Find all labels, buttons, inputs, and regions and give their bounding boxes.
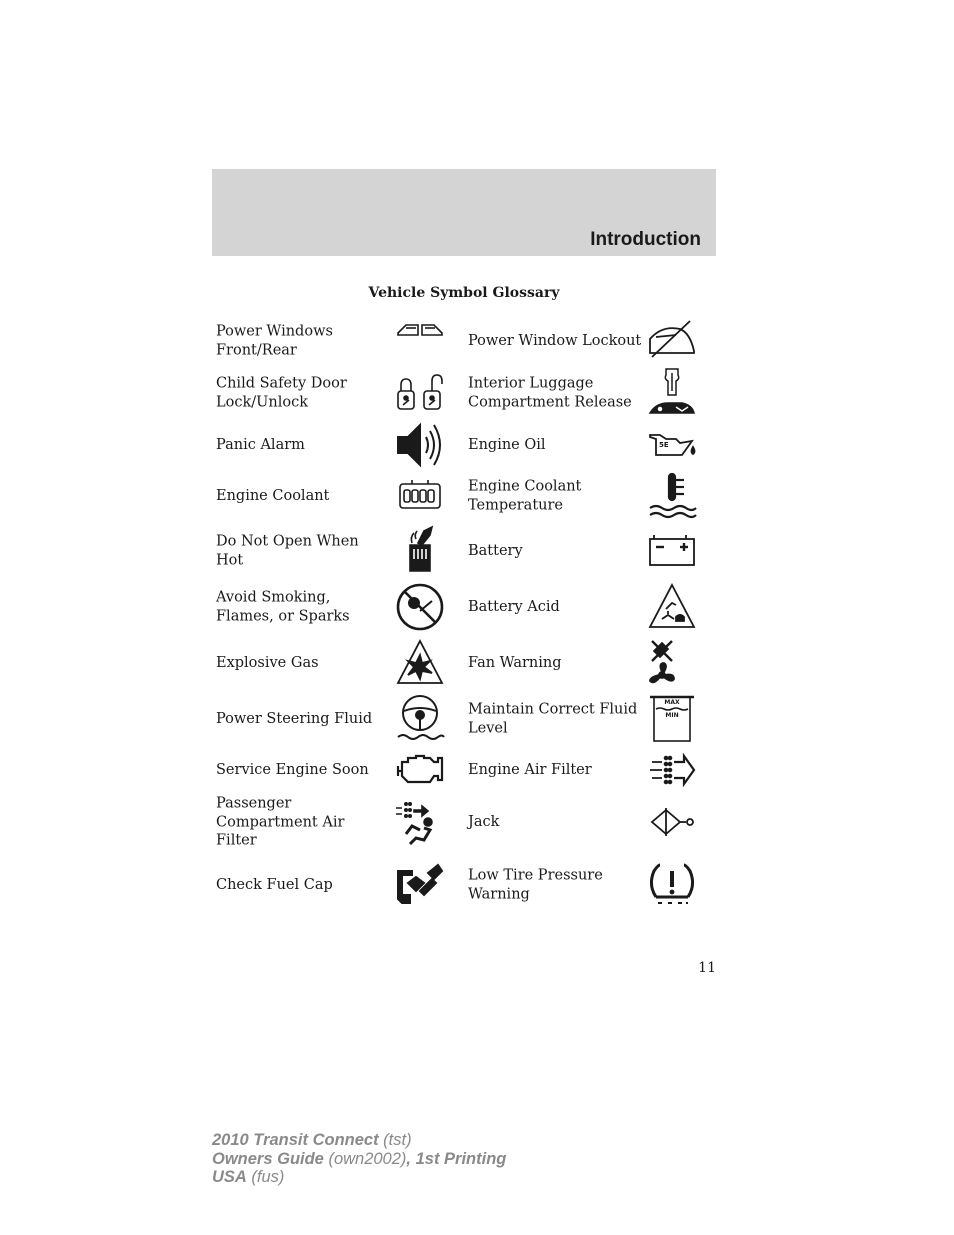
battery-icon <box>646 525 698 577</box>
glossary-title: Vehicle Symbol Glossary <box>368 285 560 301</box>
symbol-label: Do Not Open When Hot <box>216 533 359 568</box>
engine-icon <box>394 744 446 796</box>
speaker-icon <box>394 419 446 471</box>
fuel-cap-icon <box>394 859 446 911</box>
child-safety-lock-icon <box>394 367 446 419</box>
symbol-label: Passenger Compartment Air Filter <box>216 795 345 849</box>
coolant-reservoir-icon <box>394 470 446 522</box>
explosive-gas-icon <box>394 637 446 689</box>
page-number: 11 <box>698 960 716 976</box>
glossary-row <box>212 690 716 748</box>
footer-line-1: 2010 Transit Connect (tst) <box>212 1131 412 1149</box>
power-windows-icon <box>394 315 446 367</box>
symbol-label: Battery <box>468 542 523 559</box>
symbol-label: Power Steering Fluid <box>216 710 373 727</box>
symbol-label: Power Window Lockout <box>468 332 642 349</box>
section-title: Introduction <box>590 229 701 250</box>
air-filter-icon <box>646 744 698 796</box>
symbol-label: Avoid Smoking, Flames, or Sparks <box>216 589 350 624</box>
steering-wheel-icon <box>394 693 446 745</box>
svg-text:5E: 5E <box>659 441 669 449</box>
symbol-label: Maintain Correct Fluid Level <box>468 701 638 736</box>
symbol-label: Child Safety Door Lock/Unlock <box>216 375 347 410</box>
fluid-min-text: MIN <box>665 712 679 719</box>
power-window-lockout-icon <box>646 315 698 367</box>
glossary-row <box>212 852 716 918</box>
glossary-row <box>212 364 716 422</box>
fan-warning-icon <box>646 637 698 689</box>
symbol-label: Explosive Gas <box>216 654 319 671</box>
symbol-label: Battery Acid <box>468 598 560 615</box>
glossary-row <box>212 524 716 578</box>
glossary-row <box>212 468 716 524</box>
fluid-level-icon <box>646 693 698 745</box>
glossary-row <box>212 636 716 690</box>
oil-can-icon <box>646 419 698 471</box>
symbol-label: Engine Coolant Temperature <box>468 478 582 513</box>
glossary-row <box>212 318 716 364</box>
battery-acid-icon <box>646 581 698 633</box>
no-smoking-icon <box>394 581 446 633</box>
glossary-row <box>212 578 716 636</box>
footer-imprint <box>212 1131 506 1187</box>
hot-radiator-icon <box>394 525 446 577</box>
glossary-row <box>212 422 716 468</box>
footer-line-2: Owners Guide (own2002), 1st Printing <box>212 1149 507 1168</box>
fluid-max-text: MAX <box>664 699 680 706</box>
coolant-temperature-icon <box>646 470 698 522</box>
luggage-release-icon <box>646 367 698 419</box>
tire-pressure-icon <box>646 859 698 911</box>
symbol-label: Interior Luggage Compartment Release <box>468 375 632 410</box>
symbol-label: Engine Oil <box>468 436 546 453</box>
symbol-label: Panic Alarm <box>216 436 305 453</box>
jack-icon <box>646 796 698 848</box>
cabin-air-filter-icon <box>394 796 446 848</box>
symbol-label: Power Windows Front/Rear <box>216 323 333 358</box>
footer-line-3: USA (fus) <box>212 1168 285 1186</box>
section-header <box>212 169 716 256</box>
symbol-label: Engine Coolant <box>216 487 330 504</box>
symbol-label: Service Engine Soon <box>216 761 369 778</box>
symbol-label: Check Fuel Cap <box>216 876 333 893</box>
symbol-label: Low Tire Pressure Warning <box>468 867 603 902</box>
symbol-label: Engine Air Filter <box>468 761 592 778</box>
symbol-label: Fan Warning <box>468 654 562 671</box>
symbol-label: Jack <box>468 813 500 830</box>
glossary-row <box>212 792 716 852</box>
glossary-row <box>212 748 716 792</box>
